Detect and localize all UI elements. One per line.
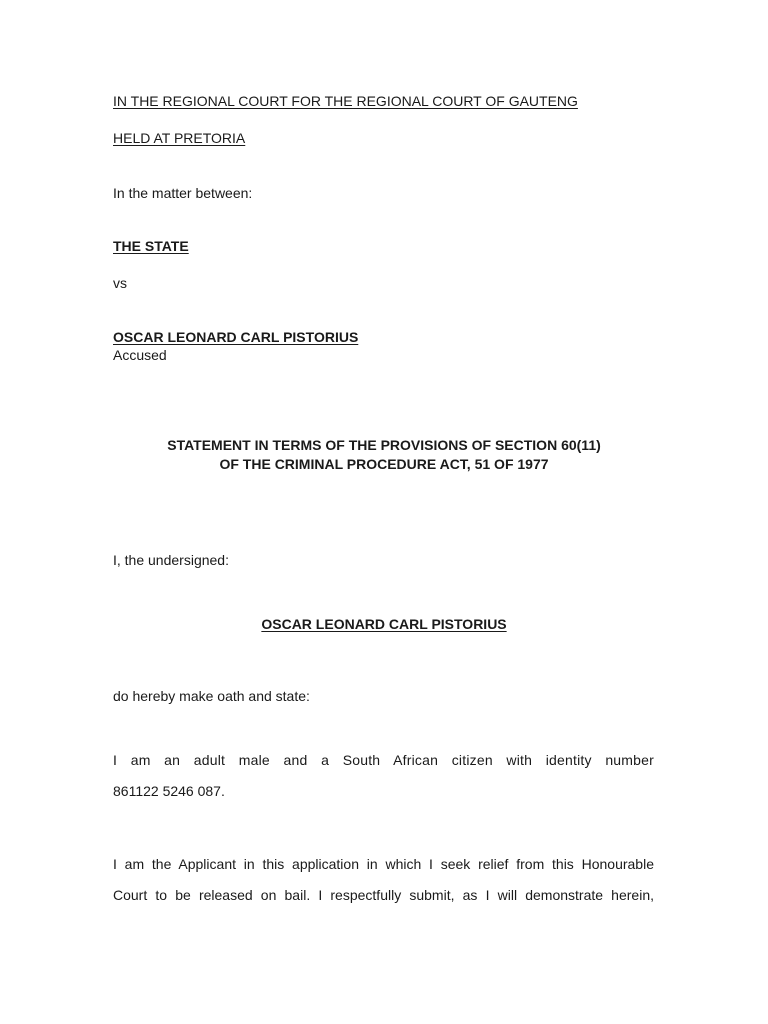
matter-between-text: In the matter between: [113,185,253,201]
statement-title-line-1: STATEMENT IN TERMS OF THE PROVISIONS OF SECTION 60(11) [167,437,601,453]
statement-title-line-2: OF THE CRIMINAL PROCEDURE ACT, 51 OF 1977 [219,456,549,472]
held-at-heading: HELD AT PRETORIA [113,130,246,146]
paragraph-1-line-1: I am an adult male and a South African citizen with identity number [113,752,654,768]
versus-text: vs [113,275,127,291]
undersigned-text: I, the undersigned: [113,552,229,568]
paragraph-2-line-1: I am the Applicant in this application in which I seek relief from this Honourable [113,856,654,872]
accused-name: OSCAR LEONARD CARL PISTORIUS [113,329,359,345]
accused-label: Accused [113,347,167,363]
party-state: THE STATE [113,238,189,254]
paragraph-2-line-2: Court to be released on bail. I respectfully submit, as I will demonstrate herein, [113,887,654,903]
court-heading: IN THE REGIONAL COURT FOR THE REGIONAL COURT OF GAUTENG [113,93,578,109]
oath-text: do hereby make oath and state: [113,688,310,704]
deponent-name: OSCAR LEONARD CARL PISTORIUS [261,616,507,632]
paragraph-1-line-2: 861122 5246 087. [113,783,225,799]
